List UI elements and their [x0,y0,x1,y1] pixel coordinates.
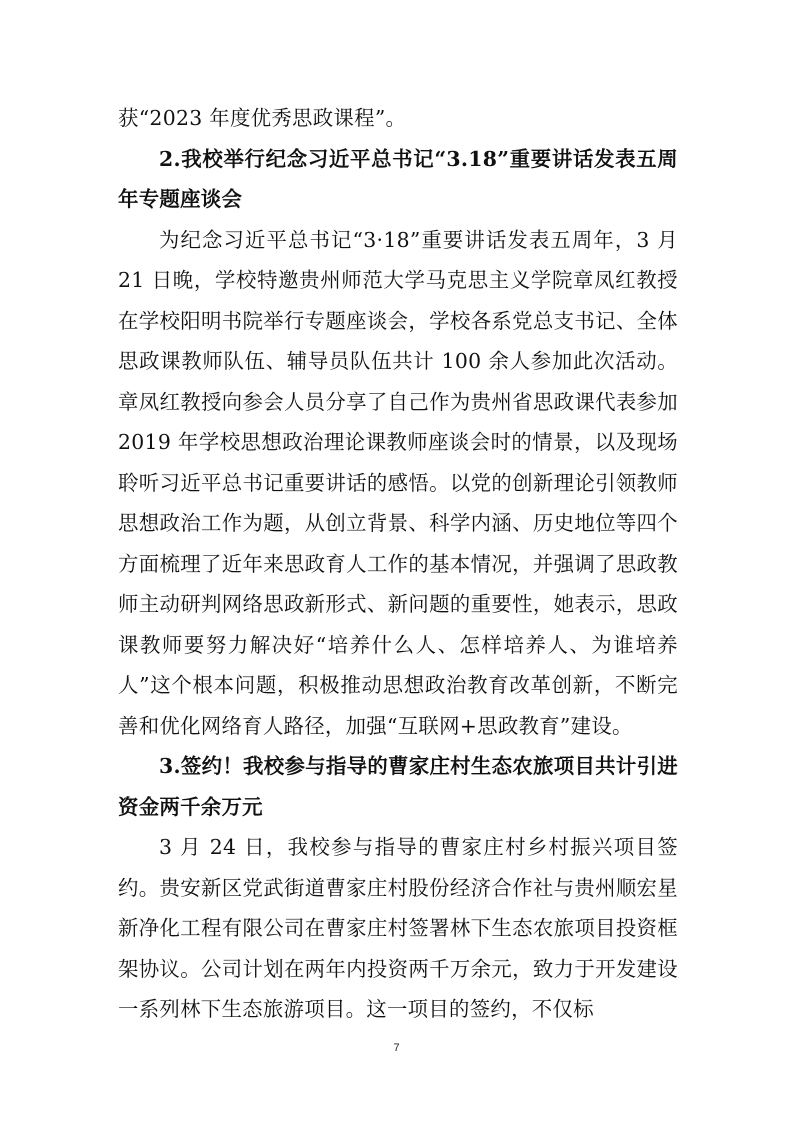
document-body [118,98,678,1030]
paragraph-signing-body: 3 月 24 日，我校参与指导的曹家庄村乡村振兴项目签约。贵安新区党武街道曹家庄村股份经济合作社与贵州顺宏星新净化工程有限公司在曹家庄村签署林下生态农旅项目投资框架协议。公司计划在两年内投资两千万余元，致力于开发建设一系列林下生态旅游项目。这一项目的签约，不仅标 [118,835,678,1021]
paragraph-award-continuation: 获“2023 年度优秀思政课程”。 [118,106,407,130]
page-number: 7 [393,1042,400,1054]
paragraph-symposium-body: 为纪念习近平总书记“3·18”重要讲话发表五周年，3 月 21 日晚，学校特邀贵州师范大学马克思主义学院章凤红教授在学校阳明书院举行专题座谈会，学校各系党总支书记、全体思政课教师队伍、辅导员队伍共计 100 余人参加此次活动。章凤红教授向参会人员分享了自己作为贵州省思政课代表参加 2019 年学校思想政治理论课教师座谈会时的情景，以及现场聆听习近平总书记重要讲话的感悟。以党的创新理论引领教师思想政治工作为题，从创立背景、科学内涵、历史地位等四个方面梳理了近年来思政育人工作的基本情况，并强调了思政教师主动研判网络思政新形式、新问题的重要性，她表示，思政课教师要努力解决好“培养什么人、怎样培养人、为谁培养人”这个根本问题，积极推动思想政治教育改革创新，不断完善和优化网络育人路径，加强“互联网+思政教育”建设。 [118,227,678,738]
section-heading-signing: 3.签约！我校参与指导的曹家庄村生态农旅项目共计引进资金两千余万元 [118,754,678,819]
section-heading-symposium: 2.我校举行纪念习近平总书记“3.18”重要讲话发表五周年专题座谈会 [118,146,678,211]
